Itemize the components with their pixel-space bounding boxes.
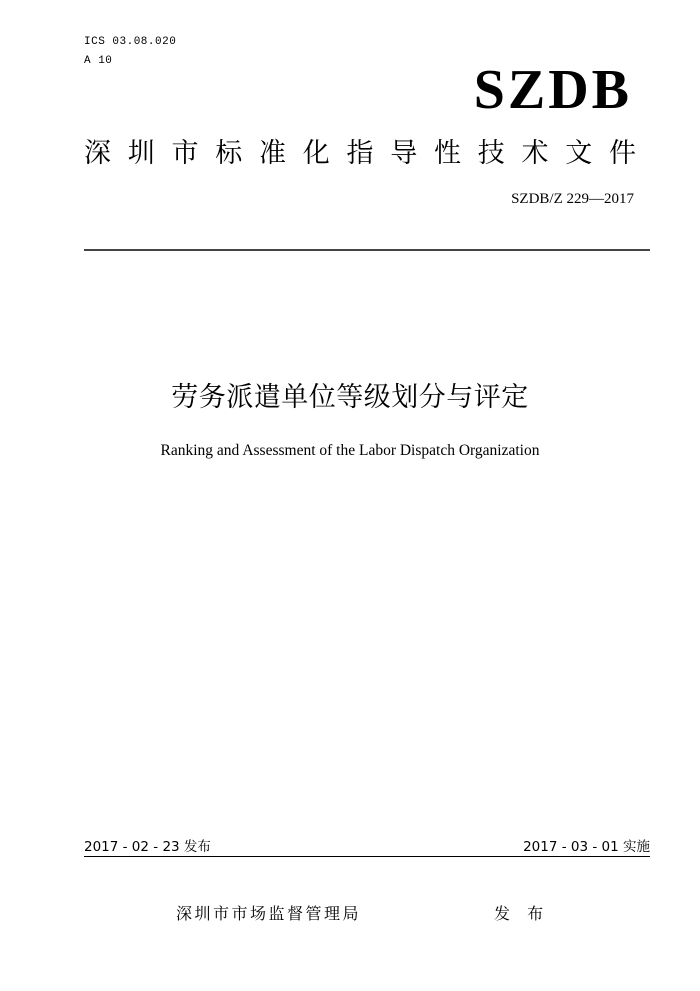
document-title-english: Ranking and Assessment of the Labor Dispatch Organization — [160, 442, 540, 459]
document-type: 深 圳 市 标 准 化 指 导 性 技 术 文 件 — [84, 138, 636, 169]
header-divider — [84, 249, 650, 251]
effective-date: 2017 - 03 - 01 实施 — [523, 839, 650, 855]
issue-date: 2017 - 02 - 23 发布 — [84, 839, 211, 855]
document-number: SZDB/Z 229—2017 — [511, 191, 634, 207]
szdb-logo: SZDB — [473, 59, 632, 121]
document-title-chinese: 劳务派遣单位等级划分与评定 — [171, 382, 529, 413]
ics-code: ICS 03.08.020 — [84, 36, 177, 48]
footer-divider — [84, 856, 650, 857]
publish-label: 发 布 — [494, 904, 550, 923]
classification-code: A 10 — [84, 55, 113, 67]
issuing-authority: 深圳市市场监督管理局 — [176, 904, 362, 923]
